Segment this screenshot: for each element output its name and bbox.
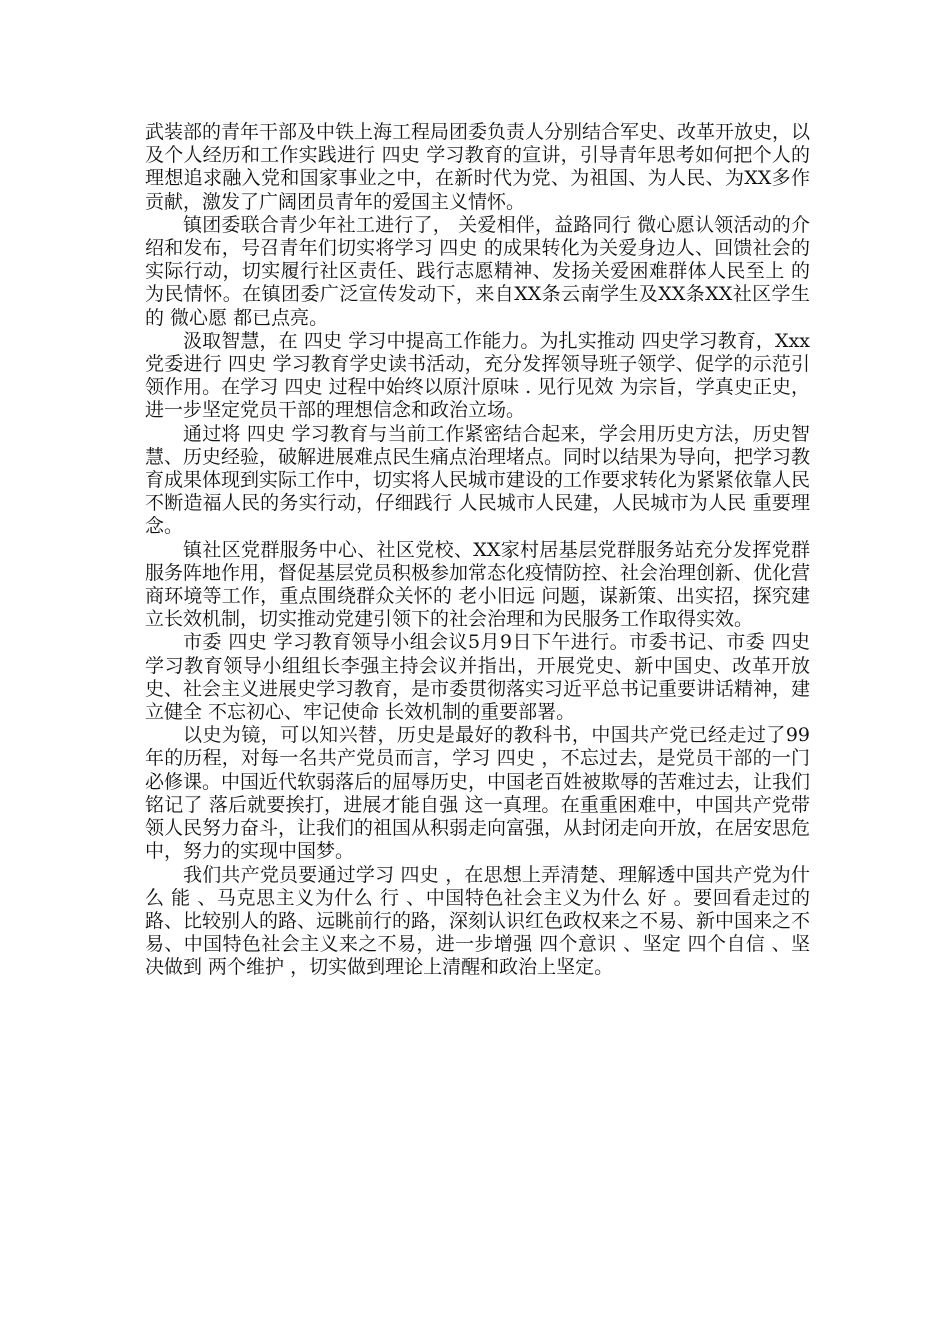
paragraph-5: 镇社区党群服务中心、社区党校、XX家村居基层党群服务站充分发挥党群服务阵地作用，督促基层党员积极参加常态化疫情防控、社会治理创新、优化营商环境等工作，重点围绕群众关怀的 老小旧远 问题，谋新策、出实招，探究建立长效机制，切实推动党建引领下的社会治理和为民服务工作取得实效。: [145, 538, 811, 631]
paragraph-2: 镇团委联合青少年社工进行了， 关爱相伴，益路同行 微心愿认领活动的介绍和发布，号召青年们切实将学习 四史 的成果转化为关爱身边人、回馈社会的实际行动，切实履行社区责任、践行志愿精神、发扬关爱困难群体人民至上 的为民情怀。在镇团委广泛宣传发动下，来自XX条云南学生及XX条XX社区学生的 微心愿 都已点亮。: [145, 213, 810, 329]
document-body: [145, 121, 817, 980]
paragraph-6: 市委 四史 学习教育领导小组会议5月9日下午进行。市委书记、市委 四史 学习教育领导小组组长李强主持会议并指出，开展党史、新中国史、改革开放史、社会主义进展史学习教育，是市委贯彻落实习近平总书记重要讲话精神，建立健全 不忘初心、牢记使命 长效机制的重要部署。: [145, 631, 817, 724]
paragraph-7: 以史为镜，可以知兴替，历史是最好的教科书，中国共产党已经走过了99年的历程，对每一名共产党员而言，学习 四史 ，不忘过去，是党员干部的一门必修课。中国近代软弱落后的屈辱历史，中国老百姓被欺辱的苦难过去，让我们铭记了 落后就要挨打，进展才能自强 这一真理。在重重困难中，中国共产党带领人民努力奋斗，让我们的祖国从积弱走向富强，从封闭走向开放，在居安思危中，努力的实现中国梦。: [145, 724, 811, 863]
paragraph-3: 汲取智慧，在 四史 学习中提高工作能力。为扎实推动 四史学习教育，Xxx党委进行 四史 学习教育学史读书活动，充分发挥领导班子领学、促学的示范引领作用。在学习 四史 过程中始终以原汁原味 . 见行见效 为宗旨，学真史正史，进一步坚定党员干部的理想信念和政治立场。: [145, 329, 810, 422]
paragraph-8: 我们共产党员要通过学习 四史 ，在思想上弄清楚、理解透中国共产党为什么 能 、马克思主义为什么 行 、中国特色社会主义为什么 好 。要回看走过的路、比较别人的路、远眺前行的路，深刻认识红色政权来之不易、新中国来之不易、中国特色社会主义来之不易，进一步增强 四个意识 、坚定 四个自信 、坚决做到 两个维护 ，切实做到理论上清醒和政治上坚定。: [145, 863, 811, 979]
paragraph-4: 通过将 四史 学习教育与当前工作紧密结合起来，学会用历史方法，历史智慧、历史经验，破解进展难点民生痛点治理堵点。同时以结果为导向，把学习教育成果体现到实际工作中，切实将人民城市建设的工作要求转化为紧紧依靠人民不断造福人民的务实行动，仔细践行 人民城市人民建，人民城市为人民 重要理念。: [145, 422, 811, 538]
paragraph-1: 武装部的青年干部及中铁上海工程局团委负责人分别结合军史、改革开放史，以及个人经历和工作实践进行 四史 学习教育的宣讲，引导青年思考如何把个人的理想追求融入党和国家事业之中，在新时代为党、为祖国、为人民、为XX多作贡献，激发了广阔团员青年的爱国主义情怀。: [145, 121, 811, 213]
